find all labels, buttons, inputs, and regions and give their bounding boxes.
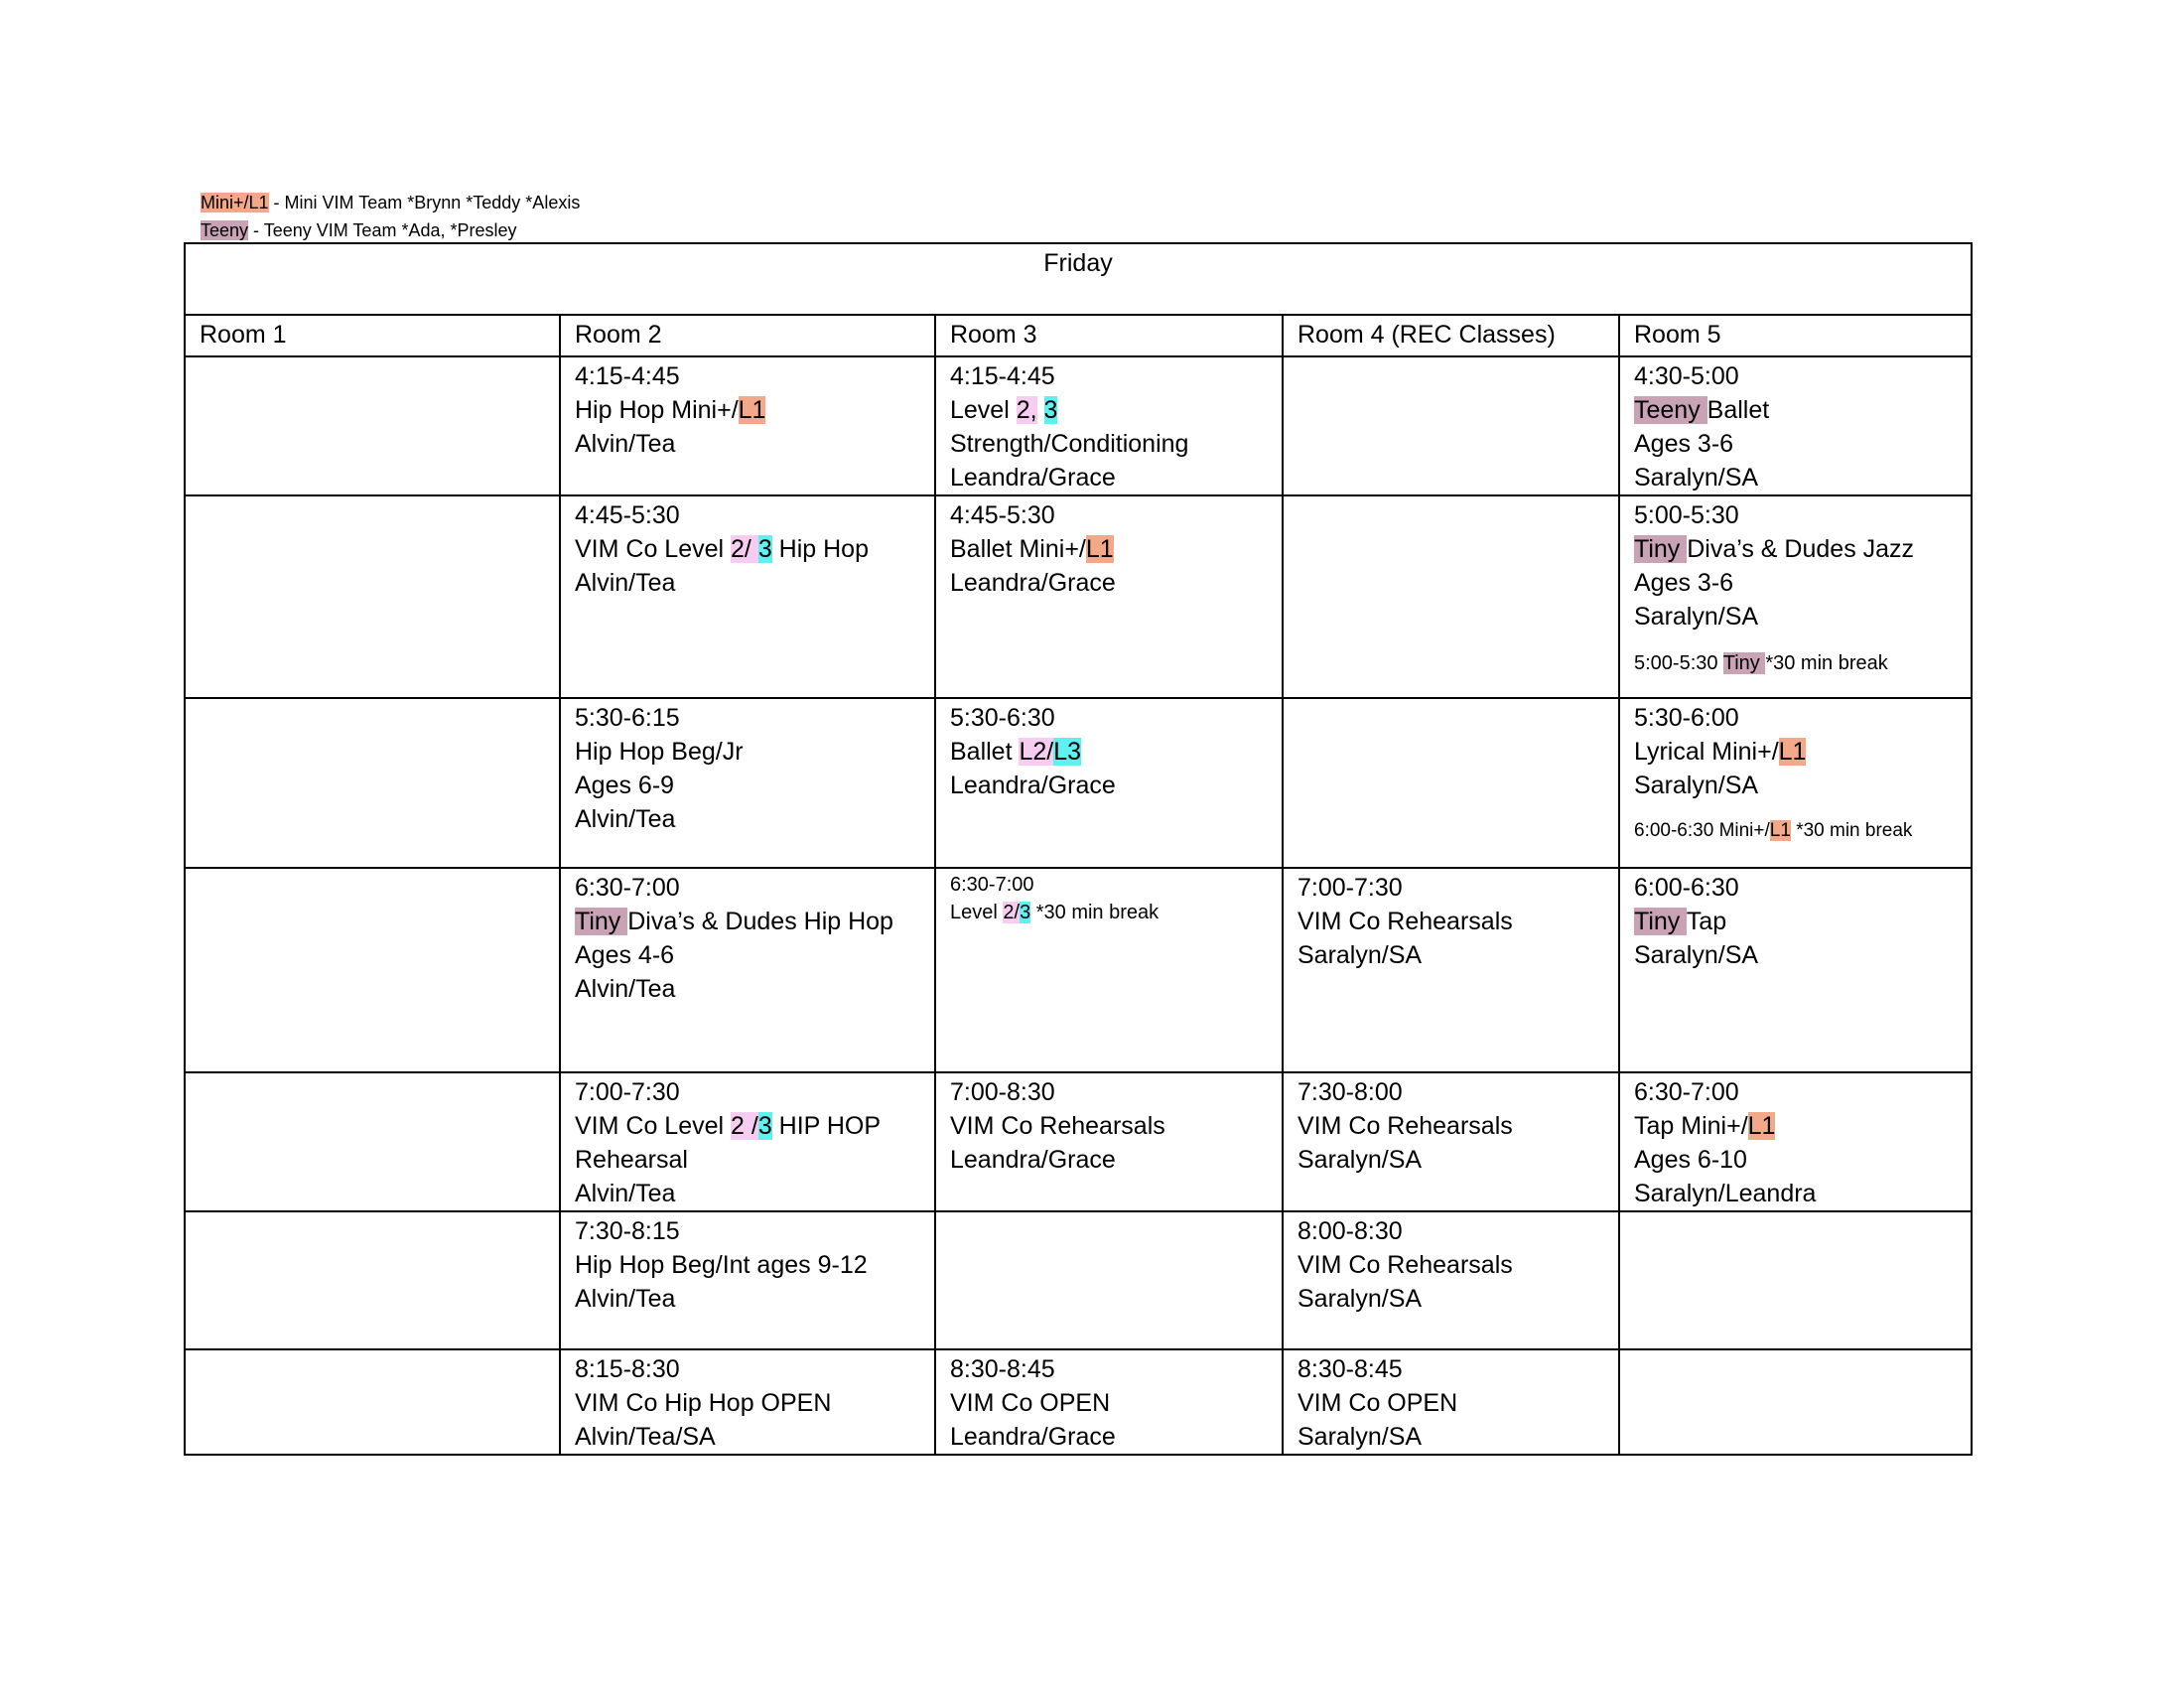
room-header-row bbox=[185, 315, 1972, 356]
class-staff: Alvin/Tea bbox=[575, 1180, 676, 1207]
legend-mini-line bbox=[201, 189, 580, 216]
class-time: 4:45-5:30 bbox=[575, 501, 680, 529]
break-note: Level 2/3 *30 min break bbox=[950, 902, 1160, 923]
class-name: VIM Co OPEN bbox=[950, 1389, 1111, 1417]
schedule-table bbox=[184, 242, 1973, 1456]
class-name: VIM Co Rehearsals bbox=[1297, 1251, 1513, 1279]
class-name: Ballet L2/L3 bbox=[950, 738, 1082, 766]
class-time: 4:15-4:45 bbox=[950, 362, 1055, 390]
room-header-5: Room 5 bbox=[1619, 315, 1972, 356]
class-name: Lyrical Mini+/L1 bbox=[1634, 738, 1807, 766]
class-time: 6:00-6:30 bbox=[1634, 874, 1739, 902]
schedule-row bbox=[185, 495, 1972, 698]
class-cell bbox=[1619, 495, 1972, 698]
class-time: 7:00-7:30 bbox=[1297, 874, 1403, 902]
cell-empty bbox=[1619, 1349, 1972, 1455]
cell-empty bbox=[1619, 1211, 1972, 1349]
cell-empty bbox=[935, 1211, 1283, 1349]
class-cell bbox=[935, 1349, 1283, 1455]
class-cell bbox=[1619, 868, 1972, 1072]
class-staff: Saralyn/SA bbox=[1634, 603, 1759, 631]
legend-teeny-tag: Teeny bbox=[201, 220, 249, 240]
schedule-row bbox=[185, 868, 1972, 1072]
class-time: 7:30-8:15 bbox=[575, 1217, 680, 1245]
class-staff: Saralyn/SA bbox=[1634, 941, 1759, 969]
room-header-3: Room 3 bbox=[935, 315, 1283, 356]
class-name: VIM Co Hip Hop OPEN bbox=[575, 1389, 832, 1417]
class-staff: Alvin/Tea bbox=[575, 1285, 676, 1313]
class-staff: Leandra/Grace bbox=[950, 1423, 1116, 1451]
class-time: 5:30-6:15 bbox=[575, 704, 680, 732]
cell-empty bbox=[1283, 698, 1619, 868]
class-staff: Leandra/Grace bbox=[950, 569, 1116, 597]
break-note: 6:00-6:30 Mini+/L1 *30 min break bbox=[1634, 820, 1913, 841]
class-name: Tap Mini+/L1 bbox=[1634, 1112, 1776, 1140]
class-time: 8:00-8:30 bbox=[1297, 1217, 1403, 1245]
class-subtitle: Rehearsal bbox=[575, 1146, 688, 1174]
class-time: 7:00-7:30 bbox=[575, 1078, 680, 1106]
class-name: Level 2, 3 bbox=[950, 396, 1058, 424]
cell-room1-empty bbox=[185, 356, 560, 495]
class-cell bbox=[560, 1072, 935, 1211]
cell-room1-empty bbox=[185, 495, 560, 698]
class-cell bbox=[1619, 1072, 1972, 1211]
class-time: 4:45-5:30 bbox=[950, 501, 1055, 529]
class-staff: Saralyn/SA bbox=[1297, 1285, 1423, 1313]
cell-empty bbox=[1283, 495, 1619, 698]
class-name: Hip Hop Beg/Jr bbox=[575, 738, 744, 766]
class-cell bbox=[560, 1349, 935, 1455]
class-cell bbox=[935, 356, 1283, 495]
class-time: 6:30-7:00 bbox=[1634, 1078, 1739, 1106]
class-ages: Ages 6-10 bbox=[1634, 1146, 1747, 1174]
class-cell bbox=[560, 356, 935, 495]
class-name: VIM Co Rehearsals bbox=[950, 1112, 1165, 1140]
class-name: Tiny Diva’s & Dudes Hip Hop bbox=[575, 908, 893, 935]
cell-empty bbox=[1283, 356, 1619, 495]
class-staff: Saralyn/Leandra bbox=[1634, 1180, 1817, 1207]
legend-teeny-text: - Teeny VIM Team *Ada, *Presley bbox=[248, 220, 517, 240]
class-time: 5:30-6:00 bbox=[1634, 704, 1739, 732]
class-time: 8:30-8:45 bbox=[1297, 1355, 1403, 1383]
class-cell bbox=[935, 1072, 1283, 1211]
schedule-row bbox=[185, 356, 1972, 495]
class-name: VIM Co Rehearsals bbox=[1297, 1112, 1513, 1140]
class-name: Hip Hop Beg/Int ages 9-12 bbox=[575, 1251, 868, 1279]
cell-room1-empty bbox=[185, 868, 560, 1072]
cell-room1-empty bbox=[185, 1072, 560, 1211]
class-ages: Ages 3-6 bbox=[1634, 569, 1734, 597]
class-staff: Leandra/Grace bbox=[950, 464, 1116, 492]
class-time: 5:00-5:30 bbox=[1634, 501, 1739, 529]
class-staff: Alvin/Tea/SA bbox=[575, 1423, 716, 1451]
class-staff: Saralyn/SA bbox=[1634, 772, 1759, 799]
class-cell bbox=[1283, 868, 1619, 1072]
schedule-row bbox=[185, 1072, 1972, 1211]
class-cell bbox=[560, 868, 935, 1072]
class-ages: Ages 4-6 bbox=[575, 941, 675, 969]
class-name: Tiny Tap bbox=[1634, 908, 1727, 935]
room-header-2: Room 2 bbox=[560, 315, 935, 356]
class-cell bbox=[1619, 356, 1972, 495]
legend-mini-text: - Mini VIM Team *Brynn *Teddy *Alexis bbox=[268, 193, 581, 212]
legend-teeny-line bbox=[201, 216, 580, 244]
break-note: 5:00-5:30 Tiny *30 min break bbox=[1634, 652, 1888, 674]
class-time: 7:00-8:30 bbox=[950, 1078, 1055, 1106]
class-name: VIM Co OPEN bbox=[1297, 1389, 1458, 1417]
class-name: VIM Co Rehearsals bbox=[1297, 908, 1513, 935]
class-name: Ballet Mini+/L1 bbox=[950, 535, 1114, 563]
schedule-row bbox=[185, 1211, 1972, 1349]
class-name: Teeny Ballet bbox=[1634, 396, 1770, 424]
class-cell bbox=[935, 868, 1283, 1072]
class-staff: Alvin/Tea bbox=[575, 569, 676, 597]
class-staff: Saralyn/SA bbox=[1297, 1146, 1423, 1174]
class-time: 8:30-8:45 bbox=[950, 1355, 1055, 1383]
class-cell bbox=[560, 1211, 935, 1349]
class-time: 6:30-7:00 bbox=[950, 874, 1034, 896]
class-cell bbox=[560, 698, 935, 868]
class-staff: Leandra/Grace bbox=[950, 772, 1116, 799]
class-staff: Saralyn/SA bbox=[1297, 941, 1423, 969]
class-time: 5:30-6:30 bbox=[950, 704, 1055, 732]
class-ages: Ages 3-6 bbox=[1634, 430, 1734, 458]
class-staff: Saralyn/SA bbox=[1634, 464, 1759, 492]
room-header-1: Room 1 bbox=[185, 315, 560, 356]
class-cell bbox=[1283, 1349, 1619, 1455]
class-staff: Alvin/Tea bbox=[575, 430, 676, 458]
class-cell bbox=[1619, 698, 1972, 868]
legend bbox=[201, 189, 580, 244]
class-cell bbox=[1283, 1072, 1619, 1211]
cell-room1-empty bbox=[185, 1211, 560, 1349]
schedule-row bbox=[185, 698, 1972, 868]
class-ages: Ages 6-9 bbox=[575, 772, 675, 799]
class-name: Tiny Diva’s & Dudes Jazz bbox=[1634, 535, 1915, 563]
class-cell bbox=[935, 495, 1283, 698]
class-time: 7:30-8:00 bbox=[1297, 1078, 1403, 1106]
class-staff: Leandra/Grace bbox=[950, 1146, 1116, 1174]
schedule-row bbox=[185, 1349, 1972, 1455]
class-cell bbox=[1283, 1211, 1619, 1349]
class-staff: Alvin/Tea bbox=[575, 975, 676, 1003]
class-name: Hip Hop Mini+/L1 bbox=[575, 396, 766, 424]
class-time: 8:15-8:30 bbox=[575, 1355, 680, 1383]
class-time: 4:30-5:00 bbox=[1634, 362, 1739, 390]
class-staff: Alvin/Tea bbox=[575, 805, 676, 833]
class-time: 4:15-4:45 bbox=[575, 362, 680, 390]
legend-mini-tag: Mini+/L1 bbox=[201, 193, 269, 212]
class-cell bbox=[935, 698, 1283, 868]
class-name: VIM Co Level 2/ 3 Hip Hop bbox=[575, 535, 869, 563]
cell-room1-empty bbox=[185, 1349, 560, 1455]
class-staff: Saralyn/SA bbox=[1297, 1423, 1423, 1451]
class-subtitle: Strength/Conditioning bbox=[950, 430, 1189, 458]
class-time: 6:30-7:00 bbox=[575, 874, 680, 902]
day-header: Friday bbox=[185, 243, 1972, 315]
room-header-4: Room 4 (REC Classes) bbox=[1283, 315, 1619, 356]
class-cell bbox=[560, 495, 935, 698]
cell-room1-empty bbox=[185, 698, 560, 868]
class-name: VIM Co Level 2 /3 HIP HOP bbox=[575, 1112, 882, 1140]
